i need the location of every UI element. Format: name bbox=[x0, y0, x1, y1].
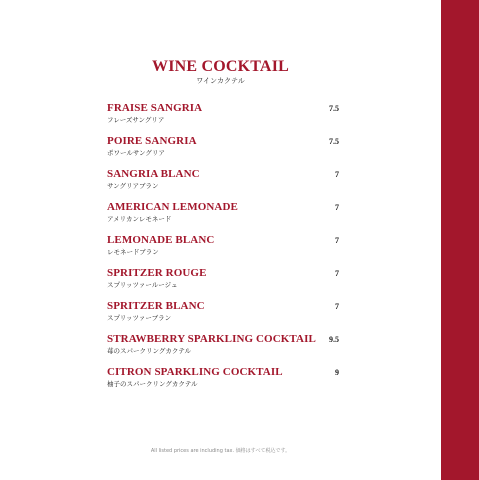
menu-item-name: SPRITZER BLANC bbox=[107, 300, 205, 312]
menu-item-price: 9.5 bbox=[329, 335, 339, 344]
menu-item-name-jp: サングリアブラン bbox=[107, 182, 159, 190]
menu-item bbox=[107, 201, 339, 234]
menu-item-price: 7 bbox=[335, 170, 339, 179]
side-color-band bbox=[441, 0, 479, 480]
menu-item-name: CITRON SPARKLING COCKTAIL bbox=[107, 366, 283, 378]
menu-item bbox=[107, 102, 339, 135]
menu-item-name-jp: 柚子のスパークリングカクテル bbox=[107, 380, 198, 388]
menu-item bbox=[107, 267, 339, 300]
menu-item-price: 7 bbox=[335, 203, 339, 212]
menu-item-name: AMERICAN LEMONADE bbox=[107, 201, 238, 213]
menu-item-name-jp: スプリッツァーブラン bbox=[107, 314, 172, 322]
menu-item-price: 7.5 bbox=[329, 137, 339, 146]
menu-item bbox=[107, 168, 339, 201]
menu-item-name: SPRITZER ROUGE bbox=[107, 267, 207, 279]
menu-item bbox=[107, 234, 339, 267]
menu-item-name: POIRE SANGRIA bbox=[107, 135, 197, 147]
menu-item-name-jp: 苺のスパークリングカクテル bbox=[107, 347, 192, 355]
menu-item-name: LEMONADE BLANC bbox=[107, 234, 215, 246]
menu-item-name-jp: フレーズサングリア bbox=[107, 116, 165, 124]
menu-item-name-jp: スプリッツァールージュ bbox=[107, 281, 178, 289]
menu-title: WINE COCKTAIL bbox=[152, 58, 289, 75]
menu-item-price: 7.5 bbox=[329, 104, 339, 113]
menu-item-price: 7 bbox=[335, 269, 339, 278]
menu-item-list bbox=[107, 102, 339, 399]
menu-item-name-jp: アメリカンレモネード bbox=[107, 215, 172, 223]
menu-item-price: 7 bbox=[335, 302, 339, 311]
menu-item bbox=[107, 333, 339, 366]
menu-item-name-jp: レモネードブラン bbox=[107, 248, 159, 256]
menu-subtitle-jp: ワインカクテル bbox=[196, 77, 245, 85]
menu-item-name: STRAWBERRY SPARKLING COCKTAIL bbox=[107, 333, 316, 345]
menu-item bbox=[107, 366, 339, 399]
tax-note: All listed prices are including tax. 価格はすべて税込です。 bbox=[150, 448, 291, 454]
menu-item bbox=[107, 135, 339, 168]
menu-item-name-jp: ポワールサングリア bbox=[107, 149, 165, 157]
menu-item bbox=[107, 300, 339, 333]
menu-item-name: FRAISE SANGRIA bbox=[107, 102, 203, 114]
menu-item-price: 9 bbox=[335, 368, 339, 377]
menu-item-name: SANGRIA BLANC bbox=[107, 168, 200, 180]
menu-item-price: 7 bbox=[335, 236, 339, 245]
